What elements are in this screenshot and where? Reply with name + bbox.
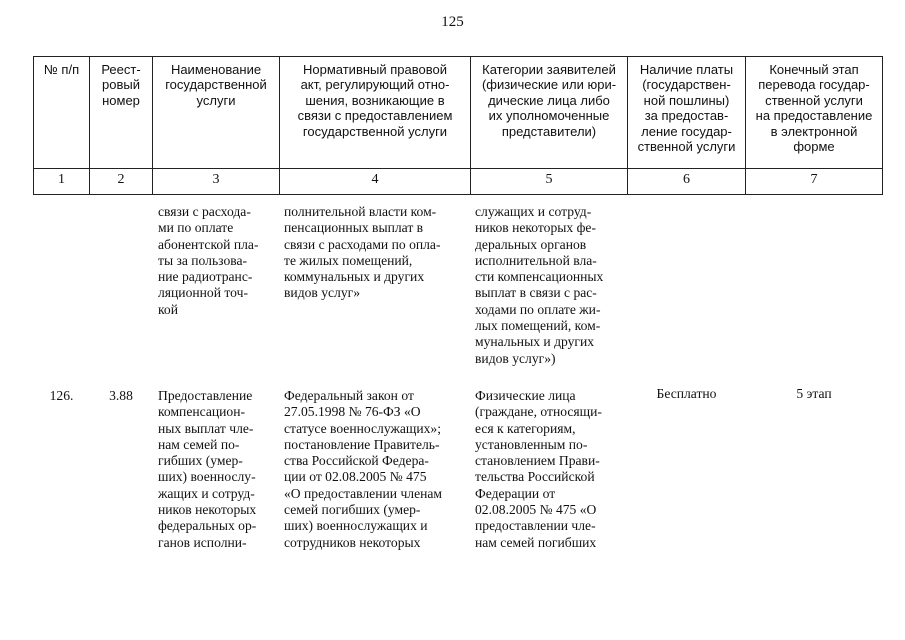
page-number: 125	[441, 14, 464, 30]
column-number-7: 7	[810, 172, 818, 187]
header-bottom-border	[33, 194, 883, 195]
row-normative-act: Федеральный закон от 27.05.1998 № 76-ФЗ «О статусе военнослужащих»; постановление Правитель- ства Российской Федера- ции от 02.08.2005 № 475 «О предоставлении членам семей погибших (умер- ших) военнослужащих и сотрудников некоторых	[284, 388, 443, 550]
header-cell-service-name: Наименование государственной услуги	[165, 62, 267, 108]
header-cell-reg-number: Реест- ровый номер	[101, 62, 141, 108]
column-number-2: 2	[117, 172, 125, 187]
column-number-5: 5	[545, 172, 553, 187]
header-cell-fee: Наличие платы (государствен- ной пошлины) за предостав- ление государ- ственной услуги	[637, 62, 736, 155]
header-top-border	[33, 56, 883, 57]
row-number: 126.	[49, 388, 74, 403]
row-applicants: Физические лица (граждане, относящи- еся к категориям, установленным по- становлением Прави- тельства Российской Федерации от 02.08.2005 № 475 «О предоставлении чле- нам семей погибших	[475, 388, 602, 550]
row-fee: Бесплатно	[656, 386, 717, 401]
continuation-service-name: связи с расхода- ми по оплате абонентской пла- ты за пользова- ние радиотранс- ляционной точ- кой	[158, 204, 259, 317]
row-service-name: Предоставление компенсацион- ных выплат чле- нам семей по- гибших (умер- ших) военнослу- жащих и сотруд- ников некоторых федеральных ор- ганов исполни-	[158, 388, 257, 550]
col-divider-7	[882, 56, 883, 195]
header-cell-applicants: Категории заявителей (физические или юри- дические лица либо их уполномоченные представители)	[481, 62, 617, 139]
header-cell-normative-act: Нормативный правовой акт, регулирующий отно- шения, возникающие в связи с предоставлением государственной услуги	[297, 62, 453, 139]
column-number-1: 1	[58, 172, 65, 187]
row-stage: 5 этап	[796, 386, 832, 401]
column-number-6: 6	[683, 172, 690, 187]
column-number-3: 3	[212, 172, 220, 187]
column-number-4: 4	[371, 172, 379, 187]
header-cell-stage: Конечный этап перевода государ- ственной услуги на предоставление в электронной форме	[755, 62, 873, 155]
header-cell-num: № п/п	[43, 62, 80, 77]
continuation-normative-act: полнительной власти ком- пенсационных выплат в связи с расходами по опла- те жилых помещений, коммунальных и других видов услуг»	[284, 204, 441, 301]
continuation-applicants: служащих и сотруд- ников некоторых фе- деральных органов исполнительной вла- сти компенсационных выплат в связи с рас- ходами по оплате жи- лых помещений, ком- мунальных и других видов услуг»)	[475, 204, 604, 366]
row-reg-number: 3.88	[109, 388, 133, 403]
